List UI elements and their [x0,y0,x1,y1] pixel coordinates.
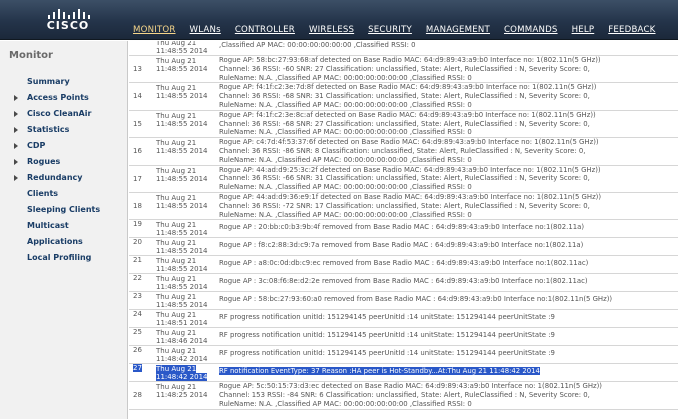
log-row-message: RF progress notification unitId: 151294145 peerUnitId :14 unitState: 151294144 peerUnitState :9 [216,328,678,346]
log-row-message: Rogue AP : 20:bb:c0:b3:9b:4f removed from Base Radio MAC : 64:d9:89:43:a9:b0 Interface no:1(802.11a) [216,220,678,238]
log-row-number: 24 [129,310,156,328]
log-row[interactable] [129,41,678,56]
log-row-number: 14 [129,83,156,110]
log-row-number: 13 [129,56,156,83]
log-row-number: 23 [129,292,156,310]
log-row[interactable] [129,310,678,328]
expand-arrow-icon[interactable] [14,143,18,149]
sidebar-item-rogues[interactable] [0,154,128,170]
log-row-timestamp: Thu Aug 21 11:48:55 2014 [156,256,216,274]
log-row[interactable] [129,165,678,192]
sidebar-item-label: Local Profiling [27,253,92,262]
log-row-number: 15 [129,110,156,137]
log-row-number: 28 [129,382,156,409]
log-row-message: Rogue AP: c4:7d:4f:53:37:6f detected on Base Radio MAC: 64:d9:89:43:a9:b0 Interface no: 1(802.11n(5 GHz)) Channel: 36 RSSI: -86 SNR: 8 Classification: unclassified, State: Alert, RuleClassified : N, Severity Score: 0, RuleName: N.A. ,Classified AP MAC: 00:00:00:00:00:00 ,Classified RSSI: 0 [216,138,678,165]
log-row-message: Rogue AP : f8:c2:88:3d:c9:7a removed from Base Radio MAC : 64:d9:89:43:a9:b0 Interface no:1(802.11a) [216,238,678,256]
log-row-timestamp: Thu Aug 21 11:48:55 2014 [156,238,216,256]
log-row-message: Rogue AP: 5c:50:15:73:d3:ec detected on Base Radio MAC: 64:d9:89:43:a9:b0 Interface no: 1(802.11n(5 GHz)) Channel: 153 RSSI: -84 SNR: 6 Classification: unclassified, State: Alert, RuleClassified : N, Severity Score: 0, RuleName: N.A. ,Classified AP MAC: 00:00:00:00:00:00 ,Classified RSSI: 0 [216,382,678,409]
sidebar-item-label: Clients [27,189,59,198]
log-row-timestamp: Thu Aug 21 11:48:55 2014 [156,192,216,219]
log-row[interactable] [129,238,678,256]
log-row-message: ,Classified AP MAC: 00:00:00:00:00:00 ,Classified RSSI: 0 [216,41,678,56]
log-row[interactable] [129,56,678,83]
log-row[interactable] [129,382,678,409]
log-row-timestamp: Thu Aug 21 11:48:46 2014 [156,328,216,346]
log-row-message: Rogue AP: f4:1f:c2:3e:7d:8f detected on Base Radio MAC: 64:d9:89:43:a9:b0 Interface no: 1(802.11n(5 GHz)) Channel: 36 RSSI: -68 SNR: 31 Classification: unclassified, State: Alert, RuleClassified : N, Severity Score: 0, RuleName: N.A. ,Classified AP MAC: 00:00:00:00:00:00 ,Classified RSSI: 0 [216,83,678,110]
log-row-number: 25 [129,328,156,346]
sidebar-item-label: Cisco CleanAir [27,109,92,118]
log-row-number: 20 [129,238,156,256]
log-row-message: Rogue AP : a8:0c:0d:db:c9:ec removed from Base Radio MAC : 64:d9:89:43:a9:b0 Interface no:1(802.11ac) [216,256,678,274]
top-navigation-bar [0,0,678,40]
log-row-timestamp: Thu Aug 21 11:48:51 2014 [156,310,216,328]
sidebar-item-cisco-cleanair[interactable] [0,106,128,122]
cisco-bridge-icon [46,7,90,19]
nav-wlans[interactable]: WLANs [189,25,221,35]
expand-arrow-icon[interactable] [14,127,18,133]
sidebar-item-label: Redundancy [27,173,83,182]
log-row-number: 26 [129,346,156,364]
log-row-number: 19 [129,220,156,238]
log-row[interactable] [129,192,678,219]
cisco-logo [44,7,104,35]
log-row-message: Rogue AP : 3c:08:f6:8e:d2:2e removed from Base Radio MAC : 64:d9:89:43:a9:b0 Interface no:1(802.11ac) [216,274,678,292]
sidebar-item-sleeping-clients[interactable] [0,202,128,218]
sidebar-item-label: Sleeping Clients [27,205,101,214]
log-row-number: 22 [129,274,156,292]
log-row[interactable] [129,292,678,310]
log-row-number: 16 [129,138,156,165]
log-row-timestamp: Thu Aug 21 11:48:25 2014 [156,382,216,409]
log-row-timestamp: Thu Aug 21 11:48:55 2014 [156,292,216,310]
log-row-message: Rogue AP: 44:ad:d9:36:e9:1f detected on Base Radio MAC: 64:d9:89:43:a9:b0 Interface no: 1(802.11n(5 GHz)) Channel: 36 RSSI: -72 SNR: 17 Classification: unclassified, State: Alert, RuleClassified : N, Severity Score: 0, RuleName: N.A. ,Classified AP MAC: 00:00:00:00:00:00 ,Classified RSSI: 0 [216,192,678,219]
log-row[interactable] [129,364,678,382]
expand-arrow-icon[interactable] [14,95,18,101]
sidebar-title: Monitor [9,50,53,61]
log-row-message: RF notification EventType: 37 Reason :HA peer is Hot-Standby...At:Thu Aug 21 11:48:42 2014 [216,364,678,382]
sidebar-item-label: CDP [27,141,46,150]
log-row-message: Rogue AP: 58:bc:27:93:68:af detected on Base Radio MAC: 64:d9:89:43:a9:b0 Interface no: 1(802.11n(5 GHz)) Channel: 36 RSSI: -60 SNR: 27 Classification: unclassified, State: Alert, RuleClassified : N, Severity Score: 0, RuleName: N.A. ,Classified AP MAC: 00:00:00:00:00:00 ,Classified RSSI: 0 [216,56,678,83]
main-menu [133,25,670,37]
sidebar-item-label: Statistics [27,125,70,134]
nav-commands[interactable]: COMMANDS [503,25,558,35]
log-row[interactable] [129,110,678,137]
sidebar-item-access-points[interactable] [0,90,128,106]
log-row-timestamp: Thu Aug 21 11:48:42 2014 [156,364,216,382]
log-row-number: 18 [129,192,156,219]
trap-log-table [129,41,678,410]
log-row-number: 17 [129,165,156,192]
log-row[interactable] [129,138,678,165]
nav-management[interactable]: MANAGEMENT [425,25,490,35]
sidebar-item-applications[interactable] [0,234,128,250]
log-row-timestamp: Thu Aug 21 11:48:42 2014 [156,346,216,364]
sidebar-item-label: Rogues [27,157,61,166]
log-row-timestamp: Thu Aug 21 11:48:55 2014 [156,56,216,83]
nav-wireless[interactable]: WIRELESS [308,25,355,35]
sidebar-menu [0,74,128,266]
brand-name: CISCO [46,19,90,32]
log-row-number: 21 [129,256,156,274]
log-row-number [129,41,156,56]
log-row-timestamp: Thu Aug 21 11:48:55 2014 [156,41,216,56]
log-row-message: Rogue AP: 44:ad:d9:25:3c:2f detected on Base Radio MAC: 64:d9:89:43:a9:b0 Interface no: 1(802.11n(5 GHz)) Channel: 36 RSSI: -66 SNR: 31 Classification: unclassified, State: Alert, RuleClassified : N, Severity Score: 0, RuleName: N.A. ,Classified AP MAC: 00:00:00:00:00:00 ,Classified RSSI: 0 [216,165,678,192]
log-row-timestamp: Thu Aug 21 11:48:55 2014 [156,138,216,165]
sidebar-item-multicast[interactable] [0,218,128,234]
log-row-timestamp: Thu Aug 21 11:48:55 2014 [156,83,216,110]
trap-log-panel [129,41,678,419]
sidebar-item-label: Access Points [27,93,89,102]
log-row-message: Rogue AP : 58:bc:27:93:60:a0 removed from Base Radio MAC : 64:d9:89:43:a9:b0 Interface no:1(802.11n(5 GHz)) [216,292,678,310]
log-row[interactable] [129,346,678,364]
nav-security[interactable]: SECURITY [368,25,412,35]
sidebar-item-label: Applications [27,237,83,246]
sidebar-item-local-profiling[interactable] [0,250,128,266]
sidebar-item-label: Summary [27,77,70,86]
expand-arrow-icon[interactable] [14,111,18,117]
nav-monitor[interactable]: MONITOR [133,25,176,35]
log-row-number: 27 [129,364,156,382]
log-row[interactable] [129,256,678,274]
log-row-timestamp: Thu Aug 21 11:48:55 2014 [156,110,216,137]
nav-feedback[interactable]: FEEDBACK [608,25,656,35]
log-row[interactable] [129,274,678,292]
nav-help[interactable]: HELP [571,25,595,35]
log-row-timestamp: Thu Aug 21 11:48:55 2014 [156,165,216,192]
sidebar-item-statistics[interactable] [0,122,128,138]
sidebar-item-redundancy[interactable] [0,170,128,186]
sidebar-item-summary[interactable] [0,74,128,90]
log-row[interactable] [129,220,678,238]
sidebar-item-clients[interactable] [0,186,128,202]
sidebar [0,41,128,419]
log-row-timestamp: Thu Aug 21 11:48:55 2014 [156,274,216,292]
log-row-message: RF progress notification unitId: 151294145 peerUnitId :14 unitState: 151294144 peerUnitState :9 [216,310,678,328]
expand-arrow-icon[interactable] [14,175,18,181]
log-row-message: Rogue AP: f4:1f:c2:3e:8c:af detected on Base Radio MAC: 64:d9:89:43:a9:b0 Interface no: 1(802.11n(5 GHz)) Channel: 36 RSSI: -68 SNR: 27 Classification: unclassified, State: Alert, RuleClassified : N, Severity Score: 0, RuleName: N.A. ,Classified AP MAC: 00:00:00:00:00:00 ,Classified RSSI: 0 [216,110,678,137]
log-row[interactable] [129,83,678,110]
log-row-timestamp: Thu Aug 21 11:48:55 2014 [156,220,216,238]
log-row-message: RF progress notification unitId: 151294145 peerUnitId :14 unitState: 151294144 peerUnitState :9 [216,346,678,364]
log-row[interactable] [129,328,678,346]
sidebar-item-cdp[interactable] [0,138,128,154]
expand-arrow-icon[interactable] [14,159,18,165]
nav-controller[interactable]: CONTROLLER [234,25,295,35]
sidebar-item-label: Multicast [27,221,69,230]
